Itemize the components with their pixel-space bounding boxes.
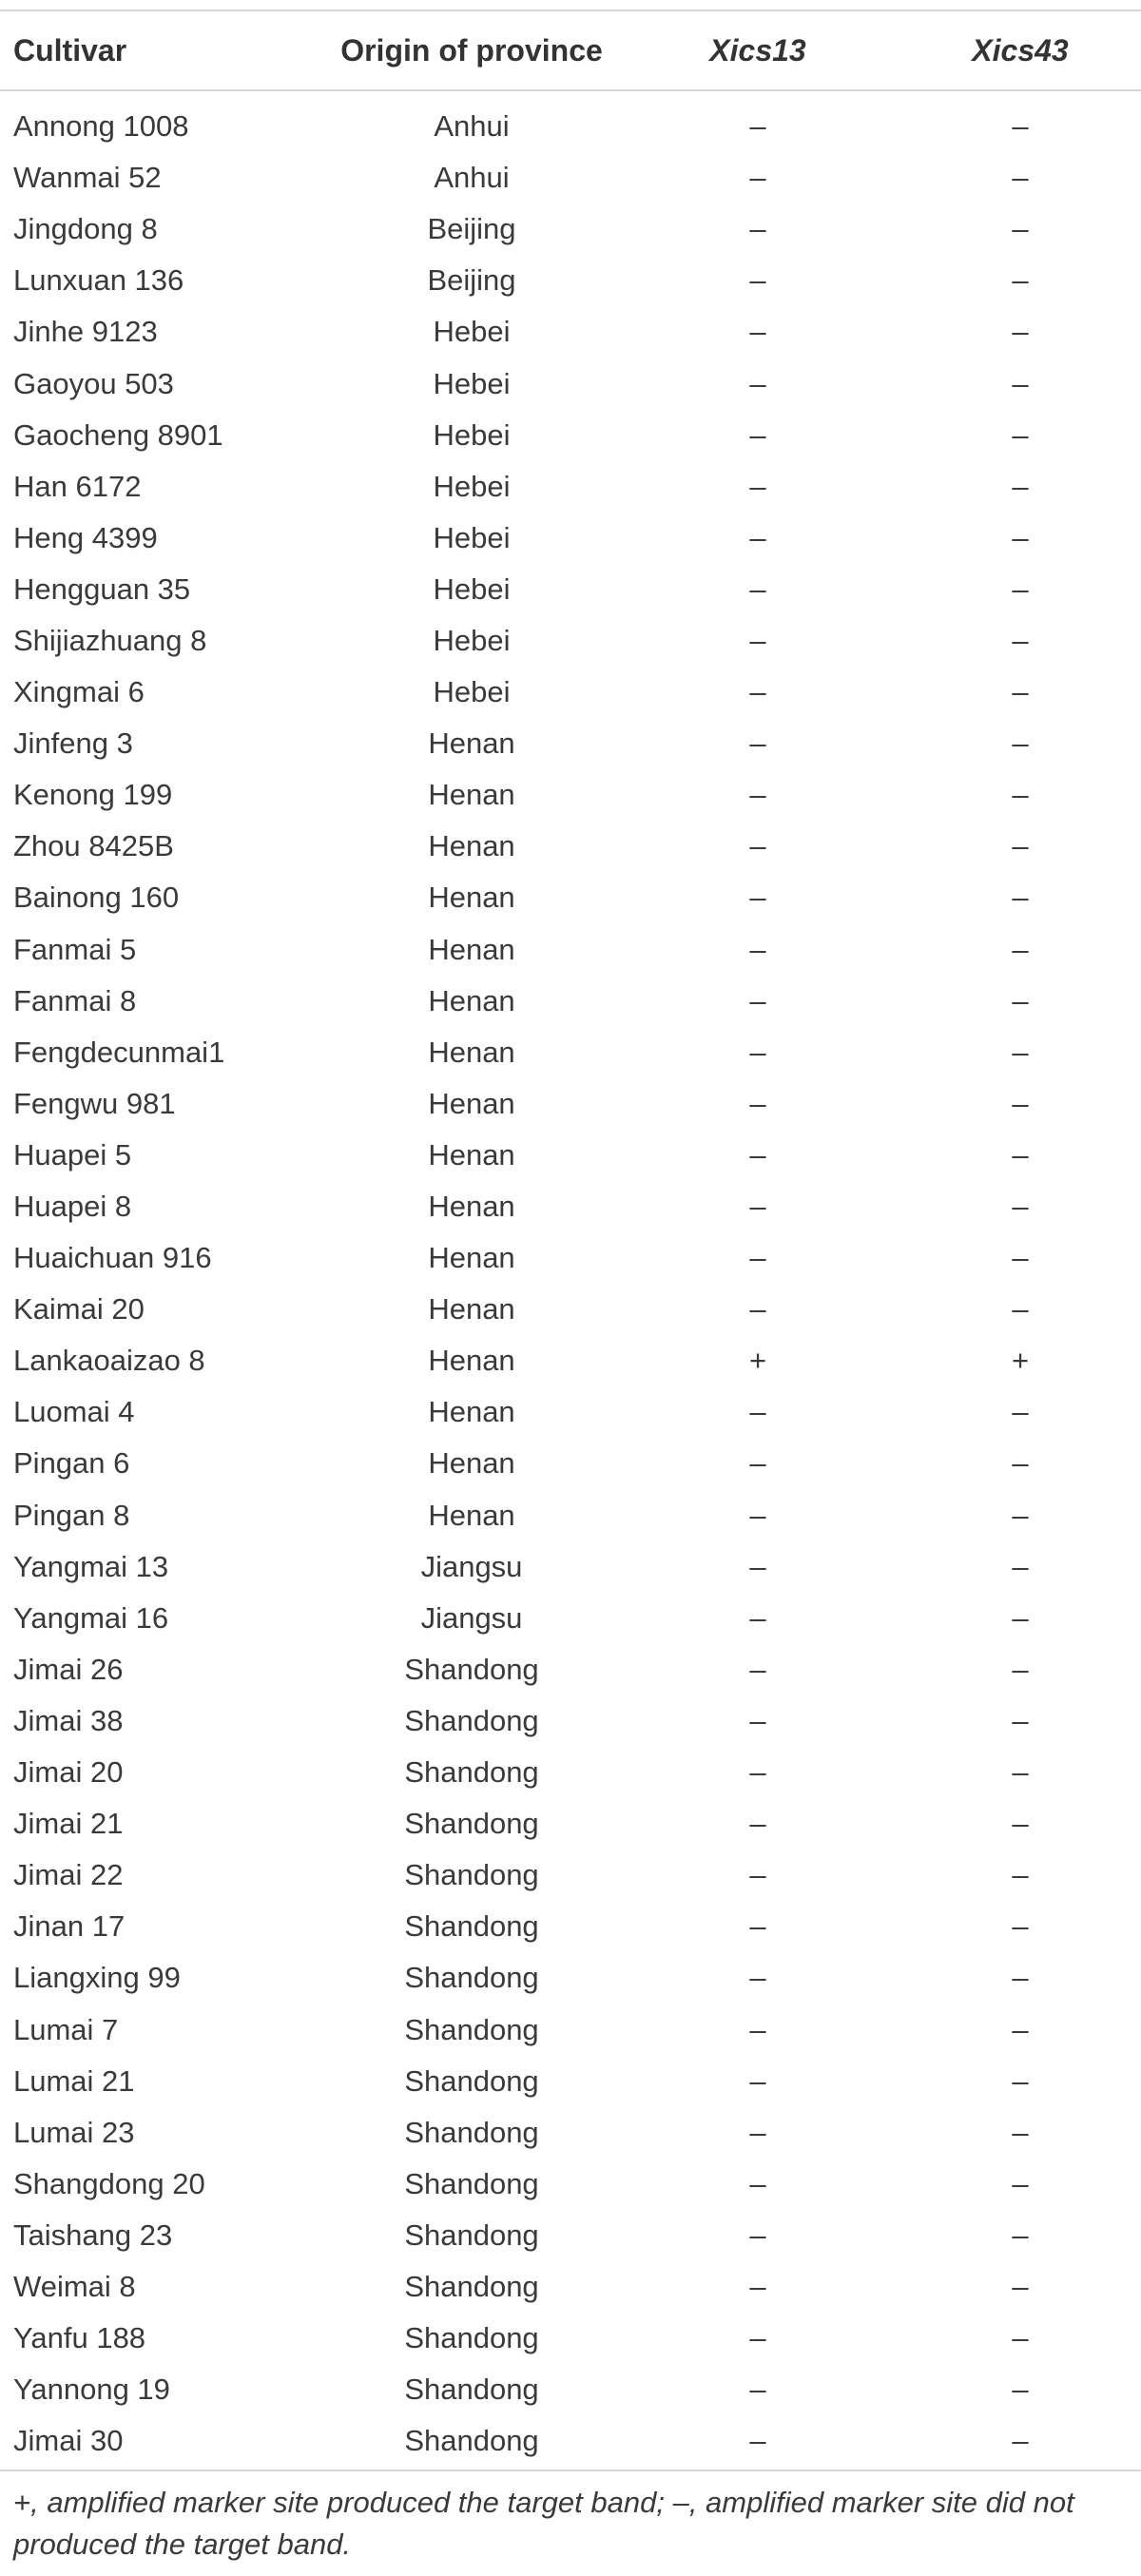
table-row	[0, 1027, 1141, 1078]
cell-xics43: –	[1012, 2373, 1029, 2407]
cell-xics43: –	[1012, 263, 1029, 298]
cell-cultivar: Zhou 8425B	[13, 829, 174, 863]
cell-origin: Henan	[428, 1292, 515, 1327]
cell-xics13: –	[749, 1395, 766, 1429]
cell-cultivar: Jimai 22	[13, 1858, 124, 1892]
cell-xics43: –	[1012, 2218, 1029, 2252]
table-row	[0, 2261, 1141, 2313]
cell-xics13: –	[749, 1858, 766, 1892]
cell-cultivar: Lunxuan 136	[13, 263, 184, 298]
table-row	[0, 821, 1141, 872]
cell-xics43: –	[1012, 983, 1029, 1017]
cell-xics43: –	[1012, 1446, 1029, 1481]
cell-xics13: –	[749, 881, 766, 915]
cell-cultivar: Pingan 6	[13, 1446, 130, 1481]
cell-xics43: –	[1012, 623, 1029, 657]
table-row	[0, 718, 1141, 769]
cell-origin: Anhui	[434, 161, 510, 195]
cell-cultivar: Yanfu 188	[13, 2321, 146, 2355]
cell-origin: Henan	[428, 1446, 515, 1481]
cell-xics43: –	[1012, 571, 1029, 606]
cell-xics43: –	[1012, 2269, 1029, 2303]
cell-cultivar: Taishang 23	[13, 2218, 173, 2252]
cell-xics13: –	[749, 315, 766, 349]
cell-xics43: –	[1012, 1035, 1029, 1069]
cell-origin: Hebei	[433, 366, 511, 400]
cell-cultivar: Xingmai 6	[13, 675, 145, 709]
cell-cultivar: Luomai 4	[13, 1395, 135, 1429]
table-row	[0, 513, 1141, 564]
cell-origin: Shandong	[404, 1755, 539, 1790]
cell-xics43: –	[1012, 1652, 1029, 1686]
table-row	[0, 2210, 1141, 2261]
table-row	[0, 924, 1141, 976]
cell-origin: Shandong	[404, 1807, 539, 1841]
table-row	[0, 306, 1141, 358]
cell-xics13: –	[749, 1035, 766, 1069]
table-row	[0, 2004, 1141, 2055]
table-row	[0, 255, 1141, 306]
cell-origin: Henan	[428, 1241, 515, 1275]
cell-origin: Shandong	[404, 2321, 539, 2355]
cell-xics43: –	[1012, 1498, 1029, 1532]
cell-cultivar: Yannong 19	[13, 2373, 170, 2407]
cell-xics43: –	[1012, 1395, 1029, 1429]
cell-origin: Shandong	[404, 2269, 539, 2303]
cell-origin: Henan	[428, 1344, 515, 1378]
table-row	[0, 2056, 1141, 2107]
cell-xics13: –	[749, 263, 766, 298]
cell-cultivar: Huapei 5	[13, 1137, 132, 1172]
table-row	[0, 1952, 1141, 2004]
table-row	[0, 1284, 1141, 1335]
cell-origin: Shandong	[404, 1858, 539, 1892]
cell-cultivar: Jimai 38	[13, 1703, 124, 1737]
cell-xics43: –	[1012, 366, 1029, 400]
cell-xics13: –	[749, 2166, 766, 2200]
cell-cultivar: Lumai 21	[13, 2063, 135, 2098]
cell-xics43: –	[1012, 520, 1029, 554]
cell-origin: Jiangsu	[420, 1549, 523, 1583]
cell-cultivar: Jimai 30	[13, 2424, 124, 2458]
cell-cultivar: Jinfeng 3	[13, 726, 133, 761]
cell-cultivar: Fengdecunmai1	[13, 1035, 225, 1069]
table-row	[0, 564, 1141, 615]
cell-xics43: –	[1012, 109, 1029, 144]
cell-cultivar: Gaoyou 503	[13, 366, 174, 400]
cell-xics43: –	[1012, 1961, 1029, 1995]
cell-xics43: –	[1012, 2424, 1029, 2458]
header-xics13: Xics13	[709, 32, 806, 68]
table-row	[0, 358, 1141, 409]
cell-xics13: –	[749, 675, 766, 709]
cell-xics13: –	[749, 469, 766, 503]
table-row	[0, 1901, 1141, 1952]
table-row	[0, 2107, 1141, 2159]
cell-xics13: –	[749, 1600, 766, 1635]
table-row	[0, 1232, 1141, 1284]
cell-xics43: –	[1012, 1137, 1029, 1172]
table-footnote: +, amplified marker site produced the target band; –, amplified marker site did not produced the target band.	[13, 2486, 1074, 2561]
cell-xics13: –	[749, 2424, 766, 2458]
table-row	[0, 1747, 1141, 1798]
cell-xics13: –	[749, 623, 766, 657]
cell-xics43: –	[1012, 1292, 1029, 1327]
cell-xics13: –	[749, 1549, 766, 1583]
table-row	[0, 2364, 1141, 2415]
table-row	[0, 2313, 1141, 2364]
cell-xics43: –	[1012, 1909, 1029, 1944]
cell-cultivar: Liangxing 99	[13, 1961, 181, 1995]
cell-origin: Hebei	[433, 571, 511, 606]
cell-cultivar: Lumai 7	[13, 2012, 119, 2046]
table-row	[0, 2159, 1141, 2210]
cell-xics13: –	[749, 1446, 766, 1481]
cell-xics13: –	[749, 161, 766, 195]
cell-cultivar: Fengwu 981	[13, 1086, 176, 1120]
cell-origin: Henan	[428, 881, 515, 915]
cell-origin: Henan	[428, 983, 515, 1017]
cell-xics43: –	[1012, 161, 1029, 195]
table-row	[0, 1181, 1141, 1232]
cell-origin: Jiangsu	[420, 1600, 523, 1635]
cell-origin: Shandong	[404, 2373, 539, 2407]
cell-origin: Henan	[428, 1137, 515, 1172]
cell-xics43: +	[1011, 1344, 1030, 1378]
cell-origin: Shandong	[404, 1909, 539, 1944]
cell-xics13: –	[749, 2115, 766, 2149]
cell-xics13: –	[749, 2063, 766, 2098]
cell-origin: Henan	[428, 1190, 515, 1224]
header-origin: Origin of province	[340, 32, 603, 68]
table-row	[0, 101, 1141, 152]
cell-xics43: –	[1012, 1086, 1029, 1120]
cell-xics43: –	[1012, 2321, 1029, 2355]
cell-xics43: –	[1012, 778, 1029, 812]
cell-xics43: –	[1012, 469, 1029, 503]
cell-xics13: –	[749, 1241, 766, 1275]
cell-xics13: –	[749, 109, 766, 144]
cell-origin: Shandong	[404, 2166, 539, 2200]
cell-xics13: –	[749, 571, 766, 606]
header-rule	[0, 89, 1141, 91]
cell-origin: Beijing	[427, 212, 516, 246]
table-row	[0, 461, 1141, 513]
cell-xics43: –	[1012, 417, 1029, 452]
cell-cultivar: Han 6172	[13, 469, 142, 503]
cell-origin: Shandong	[404, 2218, 539, 2252]
cell-origin: Hebei	[433, 675, 511, 709]
cell-cultivar: Pingan 8	[13, 1498, 130, 1532]
cell-xics13: –	[749, 2012, 766, 2046]
cell-xics13: –	[749, 932, 766, 966]
cell-xics13: –	[749, 726, 766, 761]
cell-xics13: +	[748, 1344, 767, 1378]
cell-cultivar: Bainong 160	[13, 881, 180, 915]
cell-xics43: –	[1012, 1703, 1029, 1737]
cell-cultivar: Wanmai 52	[13, 161, 162, 195]
table-row	[0, 1593, 1141, 1644]
cell-origin: Shandong	[404, 2115, 539, 2149]
cell-cultivar: Fanmai 5	[13, 932, 137, 966]
cell-xics13: –	[749, 1652, 766, 1686]
cell-xics13: –	[749, 2218, 766, 2252]
cell-xics43: –	[1012, 726, 1029, 761]
cell-xics13: –	[749, 1961, 766, 1995]
cell-origin: Henan	[428, 726, 515, 761]
cell-xics13: –	[749, 212, 766, 246]
table-row	[0, 2415, 1141, 2467]
cell-cultivar: Kaimai 20	[13, 1292, 145, 1327]
cell-origin: Henan	[428, 1395, 515, 1429]
cell-cultivar: Jimai 21	[13, 1807, 124, 1841]
cell-xics43: –	[1012, 2063, 1029, 2098]
cell-xics43: –	[1012, 829, 1029, 863]
table-row	[0, 872, 1141, 923]
table-row	[0, 1695, 1141, 1747]
table-row	[0, 1438, 1141, 1489]
cell-origin: Hebei	[433, 520, 511, 554]
table-header-row	[0, 11, 1141, 89]
cell-cultivar: Shangdong 20	[13, 2166, 205, 2200]
table-row	[0, 1850, 1141, 1901]
table-row	[0, 976, 1141, 1027]
cell-cultivar: Jimai 20	[13, 1755, 124, 1790]
cell-cultivar: Hengguan 35	[13, 571, 191, 606]
cell-origin: Henan	[428, 829, 515, 863]
cell-cultivar: Jinhe 9123	[13, 315, 158, 349]
table-row	[0, 1335, 1141, 1386]
cell-cultivar: Jimai 26	[13, 1652, 124, 1686]
cell-xics43: –	[1012, 1858, 1029, 1892]
cell-xics13: –	[749, 2269, 766, 2303]
cell-xics13: –	[749, 1086, 766, 1120]
cell-xics43: –	[1012, 1755, 1029, 1790]
header-cultivar: Cultivar	[13, 32, 127, 68]
cell-origin: Shandong	[404, 2424, 539, 2458]
table-row	[0, 1490, 1141, 1541]
cell-origin: Hebei	[433, 623, 511, 657]
cell-xics13: –	[749, 778, 766, 812]
cell-origin: Shandong	[404, 1703, 539, 1737]
cell-xics43: –	[1012, 932, 1029, 966]
cell-xics13: –	[749, 1137, 766, 1172]
cell-xics13: –	[749, 520, 766, 554]
cell-xics13: –	[749, 2321, 766, 2355]
table-row	[0, 410, 1141, 461]
cell-xics13: –	[749, 1190, 766, 1224]
cell-origin: Henan	[428, 1035, 515, 1069]
cell-xics13: –	[749, 1292, 766, 1327]
cell-origin: Hebei	[433, 417, 511, 452]
cell-origin: Hebei	[433, 469, 511, 503]
table-row	[0, 615, 1141, 667]
table-row	[0, 203, 1141, 255]
cell-cultivar: Fanmai 8	[13, 983, 137, 1017]
cell-cultivar: Shijiazhuang 8	[13, 623, 207, 657]
table-row	[0, 667, 1141, 718]
cell-xics13: –	[749, 983, 766, 1017]
cell-xics43: –	[1012, 212, 1029, 246]
table-row	[0, 1078, 1141, 1130]
bottom-rule	[0, 2469, 1141, 2471]
cell-xics13: –	[749, 2373, 766, 2407]
cell-cultivar: Yangmai 13	[13, 1549, 169, 1583]
cell-xics13: –	[749, 1755, 766, 1790]
cell-xics13: –	[749, 417, 766, 452]
cell-xics43: –	[1012, 1549, 1029, 1583]
cell-cultivar: Huaichuan 916	[13, 1241, 212, 1275]
cell-xics13: –	[749, 1807, 766, 1841]
cell-origin: Beijing	[427, 263, 516, 298]
cell-xics43: –	[1012, 1190, 1029, 1224]
cell-xics43: –	[1012, 1600, 1029, 1635]
cell-cultivar: Lumai 23	[13, 2115, 135, 2149]
cell-origin: Henan	[428, 932, 515, 966]
cell-xics43: –	[1012, 2115, 1029, 2149]
cell-cultivar: Jingdong 8	[13, 212, 158, 246]
cell-xics13: –	[749, 1909, 766, 1944]
cell-origin: Shandong	[404, 2012, 539, 2046]
cell-xics13: –	[749, 366, 766, 400]
cell-xics43: –	[1012, 675, 1029, 709]
cell-cultivar: Yangmai 16	[13, 1600, 169, 1635]
cell-cultivar: Gaocheng 8901	[13, 417, 223, 452]
cell-cultivar: Jinan 17	[13, 1909, 126, 1944]
table-row	[0, 152, 1141, 203]
cell-cultivar: Heng 4399	[13, 520, 158, 554]
cell-xics43: –	[1012, 1807, 1029, 1841]
cell-xics43: –	[1012, 1241, 1029, 1275]
cell-xics43: –	[1012, 2012, 1029, 2046]
cell-cultivar: Huapei 8	[13, 1190, 132, 1224]
cell-xics13: –	[749, 1498, 766, 1532]
table-body	[0, 101, 1141, 2467]
cell-cultivar: Lankaoaizao 8	[13, 1344, 205, 1378]
cell-origin: Shandong	[404, 1652, 539, 1686]
table-row	[0, 1386, 1141, 1438]
cell-cultivar: Annong 1008	[13, 109, 189, 144]
cell-xics43: –	[1012, 315, 1029, 349]
cell-origin: Shandong	[404, 1961, 539, 1995]
cell-xics13: –	[749, 1703, 766, 1737]
table-row	[0, 1130, 1141, 1181]
cell-xics13: –	[749, 829, 766, 863]
cell-xics43: –	[1012, 881, 1029, 915]
cell-origin: Hebei	[433, 315, 511, 349]
cell-origin: Henan	[428, 778, 515, 812]
cell-origin: Henan	[428, 1086, 515, 1120]
cell-cultivar: Kenong 199	[13, 778, 173, 812]
cell-cultivar: Weimai 8	[13, 2269, 136, 2303]
cell-xics43: –	[1012, 2166, 1029, 2200]
table-row	[0, 1798, 1141, 1850]
table-row	[0, 1644, 1141, 1695]
cell-origin: Henan	[428, 1498, 515, 1532]
header-xics43: Xics43	[972, 32, 1069, 68]
table-row	[0, 1541, 1141, 1593]
cell-origin: Anhui	[434, 109, 510, 144]
table-row	[0, 769, 1141, 821]
cell-origin: Shandong	[404, 2063, 539, 2098]
